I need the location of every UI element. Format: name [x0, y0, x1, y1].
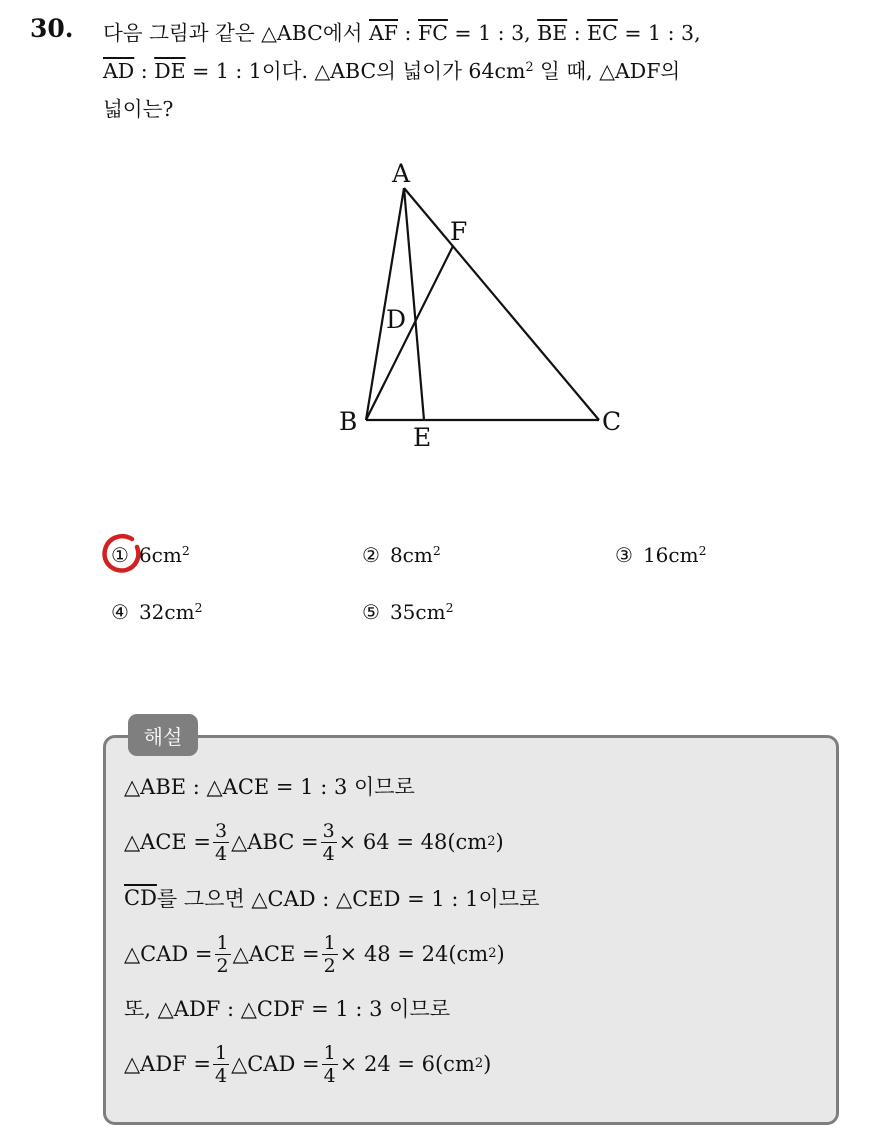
segment-ec: $\overline{EC}$ [587, 21, 618, 45]
q-ratio3: = 1 : 1이다. △ABC의 넓이가 64cm [185, 59, 526, 83]
l6-fraction-2 [322, 1042, 338, 1087]
label-a: A [392, 159, 411, 188]
choice-3-value: 16cm [642, 543, 699, 567]
l4-part-c: × 48 = 24(cm [339, 942, 489, 966]
q-ratio1: = 1 : 3, [447, 21, 538, 45]
label-c: C [602, 407, 622, 436]
l6-part-c: × 24 = 6(cm [339, 1052, 475, 1076]
solution-line-5 [124, 978, 450, 1038]
q-colon2: : [567, 21, 588, 45]
choice-1-number: ① [111, 543, 129, 567]
q-ratio2: = 1 : 3, [617, 21, 701, 45]
triangle-figure [320, 150, 640, 460]
answer-circle-mark [100, 531, 144, 575]
q-part4: 일 때, △ADF의 [533, 59, 681, 83]
l4-f2-denominator: 2 [323, 954, 336, 977]
l2-f2-denominator: 4 [322, 842, 335, 865]
choice-5-number: ⑤ [362, 600, 380, 624]
solution-title: 해설 [128, 714, 198, 756]
label-f: F [450, 217, 468, 246]
choice-5-value: 35cm [389, 600, 446, 624]
l6-f2-numerator: 1 [323, 1041, 336, 1064]
question-text [103, 14, 863, 128]
solution-line-4: △CAD = $\frac{1}{2}$ △ACE = $\frac{1}{2}$ × 48 = 24(cm 2 ) [124, 931, 505, 977]
q-colon3: : [134, 59, 155, 83]
l2-f2-numerator: 3 [322, 819, 335, 842]
segment-ac [404, 188, 599, 420]
solution-line-3 [124, 868, 539, 928]
solution-line-5-text: 또, △ADF : △CDF = 1 : 3 이므로 [124, 997, 451, 1021]
l6-fraction-1 [213, 1042, 229, 1087]
segment-cd: $\overline{CD}$ [124, 886, 157, 910]
l4-fraction-2 [322, 932, 338, 977]
l6-part-b: △CAD = [231, 1052, 320, 1076]
segment-fc: $\overline{FC}$ [417, 21, 448, 45]
l2-part-b: △ABC = [231, 830, 319, 854]
l4-part-e: ) [496, 942, 505, 966]
label-e: E [413, 423, 432, 452]
q-colon1: : [398, 21, 418, 45]
choice-3-number: ③ [615, 543, 633, 567]
l2-fraction-1 [213, 820, 229, 865]
choice-4-exponent: 2 [194, 600, 203, 616]
q-part5: 넓이는? [103, 97, 174, 121]
l3-part-b: 를 그으면 △CAD : △CED = 1 : 1이므로 [156, 887, 540, 911]
l2-part-a: △ACE = [124, 830, 211, 854]
l6-f1-denominator: 4 [215, 1064, 228, 1087]
choice-2-value: 8cm [389, 543, 433, 567]
l2-f1-denominator: 4 [214, 842, 228, 865]
question-number: 30. [30, 14, 74, 43]
q-part1: 다음 그림과 같은 △ABC에서 [103, 21, 369, 45]
choice-4-value: 32cm [138, 600, 195, 624]
choice-3-exponent: 2 [698, 543, 707, 559]
solution-line-1-text: △ABE : △ACE = 1 : 3 이므로 [124, 775, 415, 799]
choice-2-exponent: 2 [432, 543, 441, 559]
segment-ad: $\overline{AD}$ [103, 59, 135, 83]
l2-f1-numerator: 3 [214, 819, 228, 842]
segment-bf [366, 246, 453, 420]
l4-f2-numerator: 1 [323, 931, 336, 954]
choice-1-exponent: 2 [181, 543, 190, 559]
solution-line-2: △ACE = $\frac{3}{4}$ △ABC = $\frac{3}{4}$ × 64 = 48(cm 2 ) [124, 819, 504, 865]
l6-part-e: ) [483, 1052, 492, 1076]
choice-2-number: ② [362, 543, 380, 567]
choice-3[interactable] [615, 543, 706, 567]
choice-1-value: 6cm [138, 543, 182, 567]
l4-f1-numerator: 1 [216, 931, 229, 954]
l2-part-c: × 64 = 48(cm [338, 830, 488, 854]
choice-5-exponent: 2 [445, 600, 454, 616]
l2-fraction-2 [321, 820, 337, 865]
choice-2[interactable] [362, 543, 441, 567]
segment-de: $\overline{DE}$ [154, 59, 186, 83]
l6-part-a: △ADF = [124, 1052, 211, 1076]
solution-line-6: △ADF = $\frac{1}{4}$ △CAD = $\frac{1}{4}$ × 24 = 6(cm 2 ) [124, 1041, 492, 1087]
segment-be: $\overline{BE}$ [537, 21, 568, 45]
l4-part-a: △CAD = [124, 942, 213, 966]
segment-ae [404, 188, 424, 420]
choice-4-number: ④ [111, 600, 129, 624]
l4-f1-denominator: 2 [216, 954, 229, 977]
l4-fraction-1 [215, 932, 231, 977]
segment-ab [366, 188, 407, 420]
l2-part-e: ) [495, 830, 504, 854]
label-d: D [386, 305, 407, 334]
l4-part-b: △ACE = [232, 942, 320, 966]
label-b: B [339, 407, 358, 436]
l6-f2-denominator: 4 [323, 1064, 336, 1087]
l6-f1-numerator: 1 [215, 1041, 228, 1064]
choice-5[interactable] [362, 600, 453, 624]
choice-4[interactable] [111, 600, 202, 624]
q-area-exponent: 2 [525, 59, 534, 75]
segment-af: $\overline{AF}$ [369, 21, 399, 45]
solution-line-1 [124, 756, 415, 816]
